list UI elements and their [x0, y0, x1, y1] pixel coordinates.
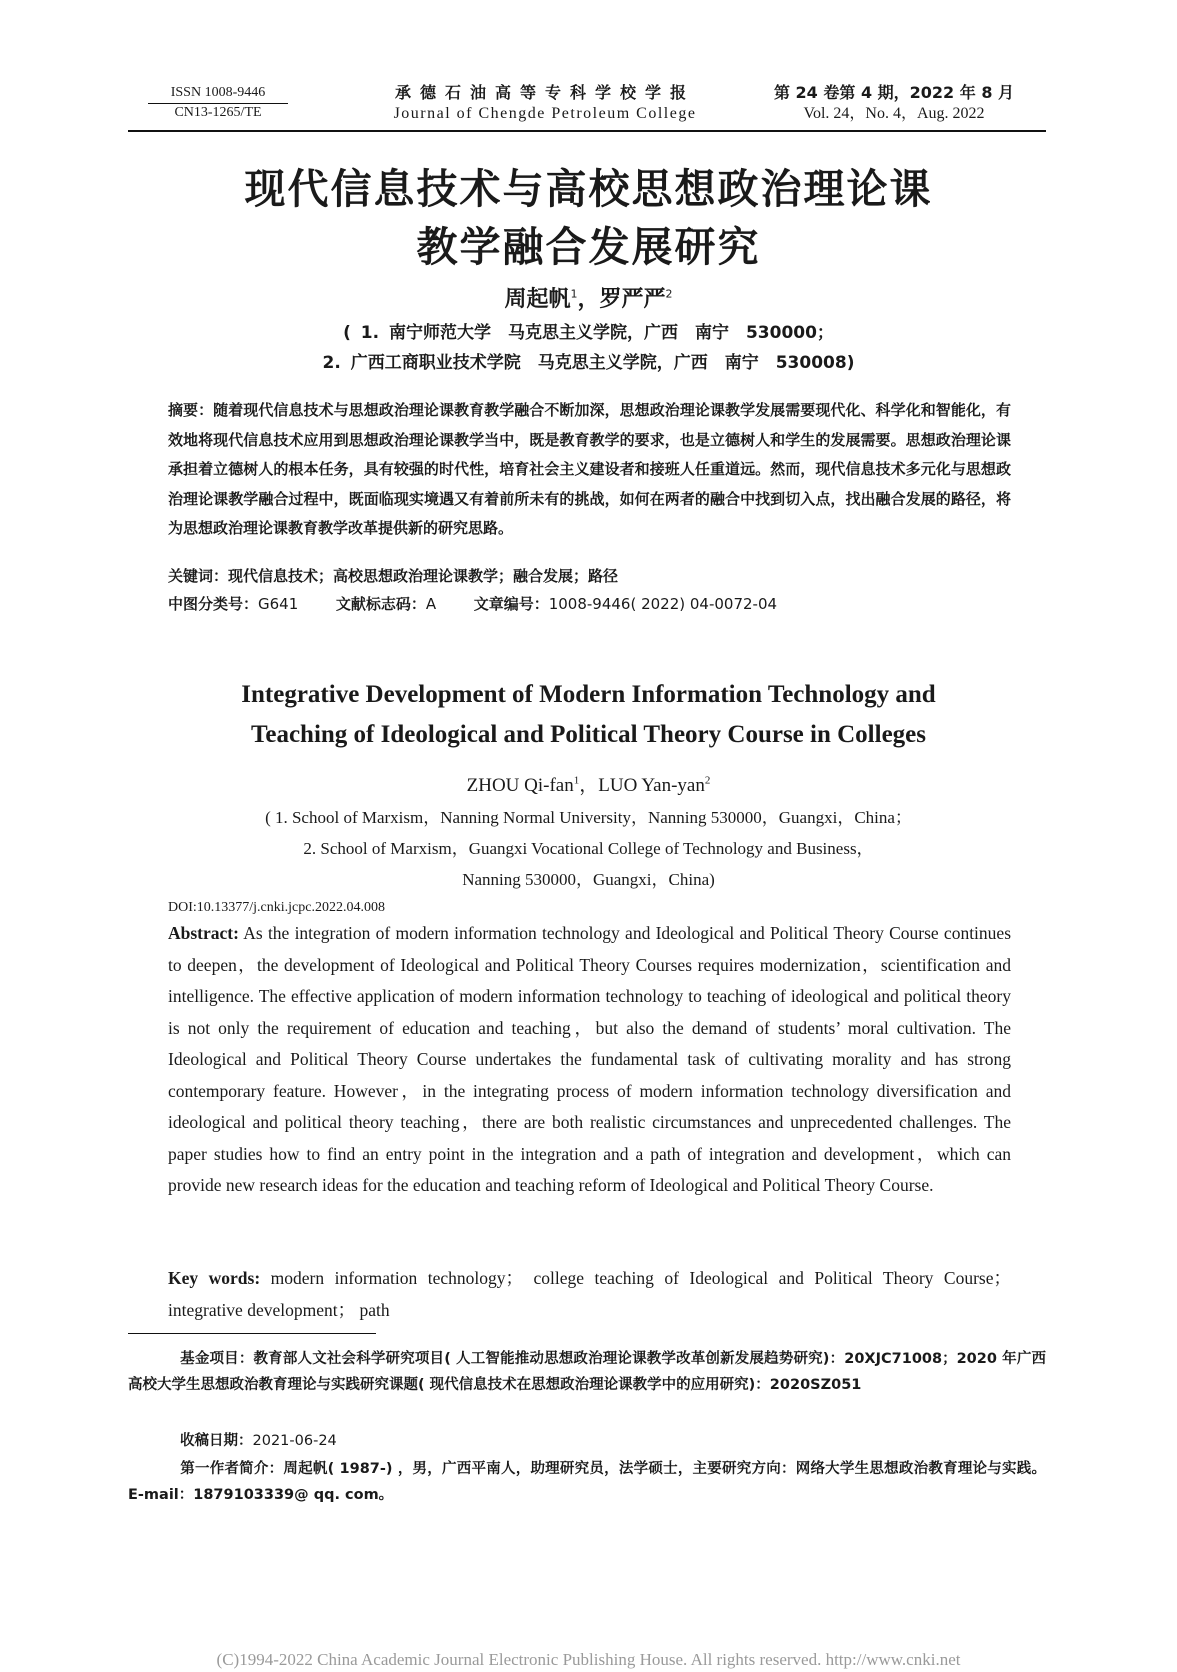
- abstract-en: [168, 918, 1011, 1202]
- author-2-sup: 2: [665, 287, 673, 301]
- journal-name-cn: 承德石油高等专科学校学报: [394, 83, 695, 102]
- author-1-sup: 1: [570, 287, 578, 301]
- bio-text: 周起帆( 1987-) ，男，广西平南人，助理研究员，法学硕士，主要研究方向：网络大学生思想政治教育理论与实践。E-mail：1879103339@ qq. com。: [128, 1461, 1046, 1503]
- footnote-bio: [128, 1456, 1046, 1508]
- keywords-cn-text: 现代信息技术；高校思想政治理论课教学；融合发展；路径: [228, 567, 619, 585]
- author-en-1: ZHOU Qi-fan: [466, 775, 574, 796]
- abstract-cn: [168, 396, 1011, 544]
- footnote-received: [128, 1428, 1046, 1454]
- title-en-line-2: Teaching of Ideological and Political Theory Course in Colleges: [250, 721, 926, 748]
- issue-info-cn: 第 24 卷第 4 期，2022 年 8 月: [773, 83, 1015, 102]
- journal-codes: [148, 84, 288, 122]
- affiliation-en-1: ( 1. School of Marxism，Nanning Normal University，Nanning 530000，Guangxi，China；: [265, 808, 912, 827]
- author-en-1-sup: 1: [573, 774, 580, 787]
- copyright-notice: (C)1994-2022 China Academic Journal Electronic Publishing House. All rights reserved. http://www.cnki.net: [216, 1650, 961, 1669]
- classification-line: [168, 591, 1011, 617]
- fund-text: 教育部人文社会科学研究项目( 人工智能推动思想政治理论课教学改革创新发展趋势研究)：20XJC71008；2020 年广西高校大学生思想政治教育理论与实践研究课题( 现代信息技术在思想政治理论课教学中的应用研究)：2020SZ051: [128, 1351, 1046, 1393]
- keywords-en-text: modern information technology； college teaching of Ideological and Political Theory Course； integrative development； path: [168, 1268, 1012, 1320]
- clc-value: G641: [258, 595, 299, 613]
- issue-info-en: Vol. 24，No. 4，Aug. 2022: [803, 105, 985, 122]
- author-en-2-sup: 2: [704, 774, 711, 787]
- keywords-cn: [168, 563, 1011, 589]
- affiliation-en-3: Nanning 530000，Guangxi，China): [462, 870, 715, 889]
- abstract-en-text: As the integration of modern information technology and Ideological and Political Theory Course continues to deepen，the development of Ideological and Political Theory Courses requires modernization，scientification and intelligence. The effective application of modern information technology to teaching of ideological and political theory is not only the requirement of education and teaching，but also the demand of students’ moral cultivation. The Ideological and Political Theory Course undertakes the fundamental task of cultivating morality and has strong contemporary feature. However，in the integrating process of modern information technology diversification and ideological and political theory teaching，there are both realistic circumstances and unprecedented challenges. The paper studies how to find an entry point in the integration and a path of integration and development，which can provide new research ideas for the education and teaching reform of Ideological and Political Theory Course.: [168, 923, 1011, 1195]
- keywords-en: [168, 1263, 1011, 1326]
- footnote-rule: [128, 1333, 376, 1334]
- title-en-line-1: Integrative Development of Modern Information Technology and: [241, 681, 936, 708]
- authors-en: [100, 770, 1077, 797]
- journal-name: [340, 82, 750, 124]
- bio-label: 第一作者简介：: [180, 1461, 284, 1477]
- authors-cn: [100, 282, 1077, 313]
- received-date: 2021-06-24: [252, 1433, 337, 1449]
- title-line-2: 教学融合发展研究: [416, 223, 761, 271]
- author-en-sep: ，: [579, 775, 599, 796]
- affiliation-en-2: 2. School of Marxism，Guangxi Vocational College of Technology and Business，: [303, 839, 874, 858]
- title-line-1: 现代信息技术与高校思想政治理论课: [244, 165, 933, 213]
- abstract-en-label: Abstract:: [168, 923, 239, 943]
- author-sep: ，: [577, 287, 600, 312]
- issue-info: [764, 82, 1024, 124]
- issn: ISSN 1008-9446: [148, 84, 288, 104]
- abstract-cn-label: 摘要：: [168, 401, 214, 419]
- keywords-en-label: Key words:: [168, 1268, 261, 1288]
- abstract-cn-text: 随着现代信息技术与思想政治理论课教育教学融合不断加深，思想政治理论课教学发展需要现代化、科学化和智能化，有效地将现代信息技术应用到思想政治理论课教学当中，既是教育教学的要求，也是立德树人和学生的发展需要。思想政治理论课承担着立德树人的根本任务，具有较强的时代性，培育社会主义建设者和接班人任重道远。然而，现代信息技术多元化与思想政治理论课教学融合过程中，既面临现实境遇又有着前所未有的挑战，如何在两者的融合中找到切入点，找出融合发展的路径，将为思想政治理论课教育教学改革提供新的研究思路。: [168, 401, 1011, 537]
- paper-title-cn: [100, 160, 1077, 276]
- footnote-fund: [128, 1346, 1046, 1398]
- author-en-2: LUO Yan-yan: [598, 775, 705, 796]
- affiliations-en: [100, 802, 1077, 895]
- article-no-value: 1008-9446( 2022) 04-0072-04: [548, 595, 778, 613]
- journal-name-en: Journal of Chengde Petroleum College: [393, 105, 697, 122]
- author-1: 周起帆: [504, 287, 571, 312]
- fund-label: 基金项目：: [180, 1351, 254, 1367]
- article-no-label: 文章编号：: [473, 595, 549, 613]
- doc-code-label: 文献标志码：: [335, 595, 426, 613]
- paper-title-en: [100, 675, 1077, 755]
- received-label: 收稿日期：: [180, 1433, 253, 1449]
- author-2: 罗严严: [599, 287, 666, 312]
- cn-number: CN13-1265/TE: [174, 105, 262, 120]
- doc-code-value: A: [425, 595, 437, 613]
- doi[interactable]: DOI:10.13377/j.cnki.jcpc.2022.04.008: [168, 900, 385, 915]
- header-rule: [128, 130, 1046, 132]
- keywords-cn-label: 关键词：: [168, 567, 229, 585]
- clc-label: 中图分类号：: [168, 595, 259, 613]
- affiliation-cn-2: 2. 广西工商职业技术学院 马克思主义学院，广西 南宁 530008): [322, 353, 855, 373]
- affiliations-cn: [100, 318, 1077, 378]
- affiliation-cn-1: ( 1. 南宁师范大学 马克思主义学院，广西 南宁 530000；: [343, 323, 834, 343]
